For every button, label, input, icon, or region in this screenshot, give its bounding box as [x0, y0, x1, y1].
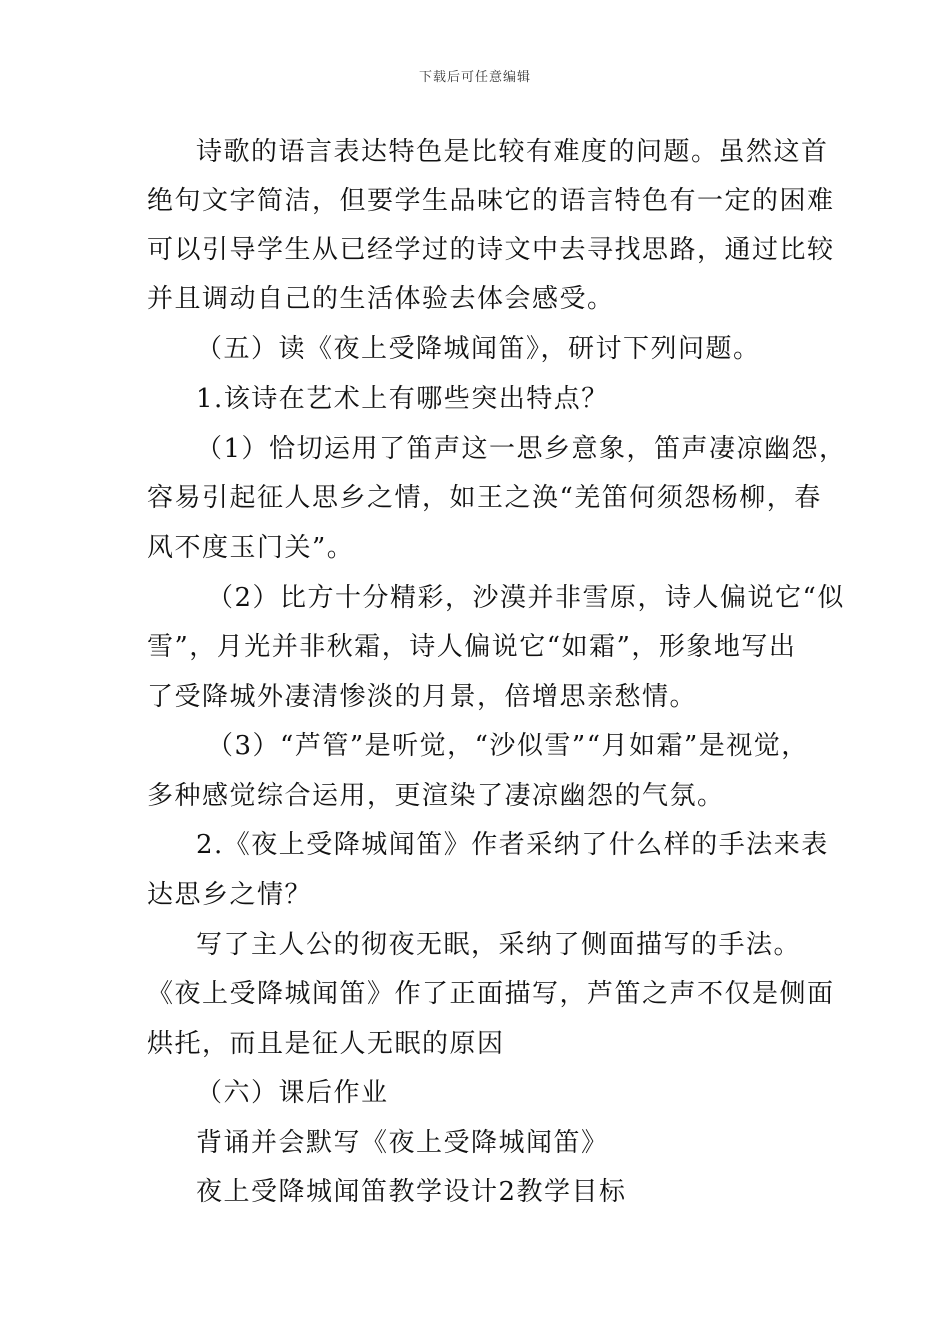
question: 1.该诗在艺术上有哪些突出特点？ [196, 384, 609, 414]
paragraph-line: 绝句文字简洁，但要学生品味它的语言特色有一定的困难 [147, 186, 835, 216]
page-header: 下载后可任意编辑 [418, 70, 531, 85]
paragraph-line: 雪”，月光并非秋霜，诗人偏说它“如霜”，形象地写出 [147, 632, 797, 662]
subtitle: 夜上受降城闻笛教学设计2教学目标 [196, 1177, 627, 1207]
paragraph-line: 多种感觉综合运用，更渲染了凄凉幽怨的气氛。 [147, 781, 725, 811]
paragraph-line: 风不度玉门关”。 [147, 533, 355, 563]
paragraph-line: 并且调动自己的生活体验去体会感受。 [147, 284, 615, 314]
paragraph-line: 背诵并会默写《夜上受降城闻笛》 [196, 1128, 609, 1158]
paragraph-line: 烘托，而且是征人无眠的原因 [147, 1029, 505, 1059]
paragraph-line: （1）恰切运用了笛声这一思乡意象，笛声凄凉幽怨， [196, 434, 847, 464]
question: 2.《夜上受降城闻笛》作者采纳了什么样的手法来表 [196, 830, 829, 860]
section-heading: （六）课后作业 [196, 1078, 389, 1108]
paragraph-line: （2）比方十分精彩，沙漠并非雪原，诗人偏说它“似 [207, 583, 845, 613]
paragraph-line: 诗歌的语言表达特色是比较有难度的问题。虽然这首 [196, 137, 829, 167]
paragraph-line: （3）“芦管”是听觉，“沙似雪”“月如霜”是视觉， [207, 731, 809, 761]
paragraph-line: 《夜上受降城闻笛》作了正面描写，芦笛之声不仅是侧面 [147, 979, 835, 1009]
paragraph-line: 可以引导学生从已经学过的诗文中去寻找思路，通过比较 [147, 235, 835, 265]
paragraph-line: 写了主人公的彻夜无眠，采纳了侧面描写的手法。 [196, 930, 802, 960]
paragraph-line: 了受降城外凄清惨淡的月景，倍增思亲愁情。 [147, 682, 698, 712]
section-heading: （五）读《夜上受降城闻笛》，研讨下列问题。 [196, 334, 761, 364]
paragraph-line: 容易引起征人思乡之情，如王之涣“羌笛何须怨杨柳，春 [147, 483, 822, 513]
paragraph-line: 达思乡之情？ [147, 880, 313, 910]
